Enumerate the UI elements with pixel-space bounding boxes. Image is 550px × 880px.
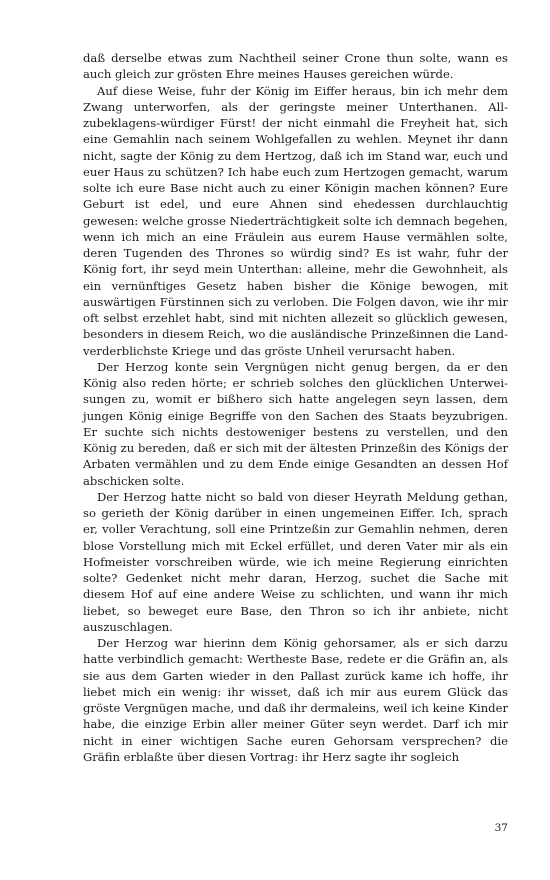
paragraph: Auf diese Weise, fuhr der König im Eiffer heraus, bin ich mehr dem Zwang unterworfen, als der geringste meiner Unterthanen. Allzubeklagens-würdiger Fürst! der nicht einmahl die Freyheit hat, sich eine Gemahlin nach seinem Wohlgefallen zu wehlen. Meynet ihr dann nicht, sagte der König zu dem Hertzog, daß ich im Stand war, euch und euer Haus zu schützen? Ich habe euch zum Hertzogen gemacht, warum solte ich eure Base nicht auch zu einer Königin machen können? Eure Geburt ist edel, und eure Ahnen sind ehedessen durchlauchtig gewesen: welche grosse Niederträchtigkeit solte ich demnach begehen, wenn ich mich an eine Fräulein aus eurem Hause vermählen solte, deren Tugenden des Thrones so würdig sind? Es ist wahr, fuhr der König fort, ihr seyd mein Unterthan: alleine, mehr die Gewohnheit, als ein vernünftiges Gesetz haben bisher die Könige bewogen, mit auswärtigen Fürstinnen sich zu verloben. Die Folgen davon, wie ihr mir oft selbst erzehlet habt, sind mit nichten allezeit so glücklich gewesen, besonders in diesem Reich, wo die ausländische Prinzeßinnen die Land-verderblichste Kriege und das gröste Unheil verursacht haben. (83, 83, 508, 358)
paragraph: Der Herzog hatte nicht so bald von dieser Heyrath Meldung gethan, so gerieth der König darüber in einen ungemeinen Eiffer. Ich, sprach er, voller Verachtung, soll eine Printzeßin zur Gemahlin nehmen, deren blose Vorstellung mich mit Eckel erfüllet, und deren Vater mir als ein Hofmeister vorschreiben würde, wie ich meine Regierung einrichten solte? Gedenket nicht mehr daran, Herzog, suchet die Sache mit diesem Hof auf eine andere Weise zu schlichten, und wann ihr mich liebet, so beweget eure Base, den Thron so ich ihr anbiete, nicht auszuschlagen. (83, 489, 508, 634)
paragraph: Der Herzog konte sein Vergnügen nicht genug bergen, da er den König also reden hörte; er schrieb solches den glücklichen Unterweisungen zu, womit er bißhero sich hatte angelegen seyn lassen, dem jungen König einige Begriffe von den Sachen des Staats beyzubrigen. Er suchte sich nichts destoweniger bestens zu verstellen, und den König zu bereden, daß er sich mit der ältesten Prinzeßin des Königs der Arbaten vermählen und zu dem Ende einige Gesandten an dessen Hof abschicken solte. (83, 359, 508, 488)
paragraph-continuation: daß derselbe etwas zum Nachtheil seiner Crone thun solte, wann es auch gleich zur grösten Ehre meines Hauses gereichen würde. (83, 51, 508, 82)
paragraph: Der Herzog war hierinn dem König gehorsamer, als er sich darzu hatte verbindlich gemacht: Wertheste Base, redete er die Gräfin an, als sie aus dem Garten wieder in den Pallast zurück kame ich hoffe, ihr liebet mich ein wenig: ihr wisset, daß ich mir aus eurem Glück das gröste Vergnügen mache, und daß ihr dermaleins, weil ich keine Kinder habe, die einzige Erbin aller meiner Güter seyn werdet. Darf ich mir nicht in einer wichtigen Sache euren Gehorsam versprechen? die Gräfin erblaßte über diesen Vortrag: ihr Herz sagte ihr sogleich (83, 636, 508, 764)
page-body (83, 50, 508, 765)
page-number: 37 (494, 822, 508, 834)
